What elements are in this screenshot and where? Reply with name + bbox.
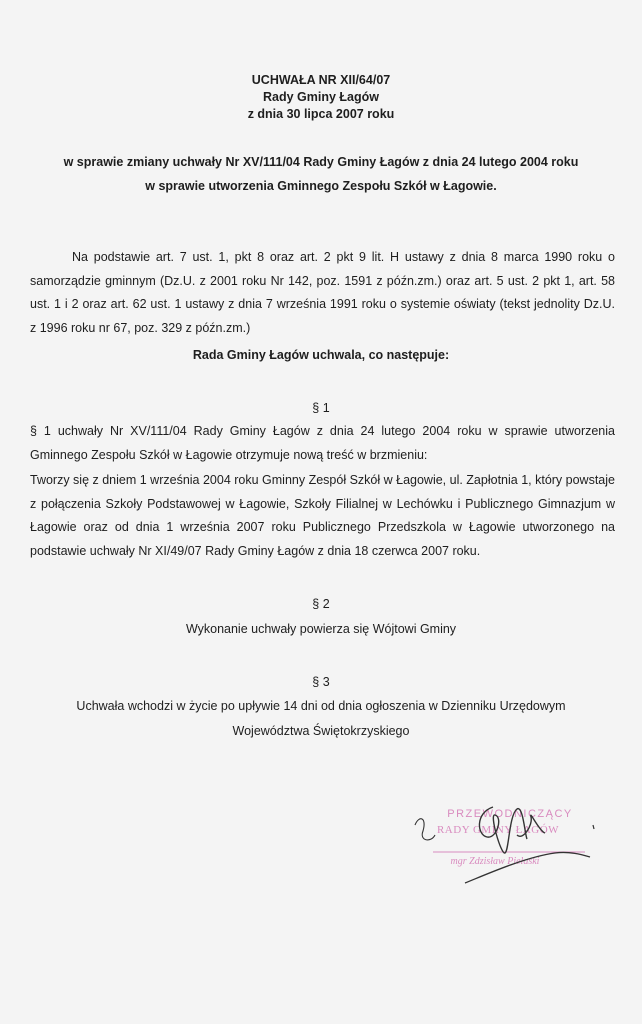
section-1-heading: § 1 [312, 401, 330, 415]
subject-line-2: w sprawie utworzenia Gminnego Zespołu Szkół w Łagowie. [145, 179, 497, 193]
svg-text:mgr Zdzisław Pielaski: mgr Zdzisław Pielaski [450, 856, 540, 867]
section-3-text-line-2: Województwa Świętokrzyskiego [232, 724, 410, 738]
svg-text:PRZEWODNICZĄCY: PRZEWODNICZĄCY [447, 808, 573, 820]
resolution-intro: Rada Gminy Łagów uchwala, co następuje: [192, 348, 450, 362]
resolution-number: UCHWAŁA NR XII/64/07 [251, 73, 391, 87]
svg-text:RADY GMINY ŁAGÓW: RADY GMINY ŁAGÓW [436, 824, 560, 836]
section-2-heading: § 2 [312, 597, 330, 611]
section-1-new-wording: Tworzy się z dniem 1 września 2004 roku Gminny Zespół Szkół w Łagowie, ul. Zapłotnia 1, który powstaje z połączenia Szkoły Podstawowej w Łagowie, Szkoły Filialnej w Lechówku i Publicznego Gimnazjum w Łagowie oraz od dnia 1 września 2007 roku Publicznego Przedszkola w Łagowie utworzonego na podstawie uchwały Nr XI/49/07 Rady Gminy Łagów z dnia 18 czerwca 2007 roku. [30, 473, 615, 558]
section-2-text: Wykonanie uchwały powierza się Wójtowi Gminy [185, 622, 457, 636]
section-3-heading: § 3 [312, 675, 330, 689]
subject-line-1: w sprawie zmiany uchwały Nr XV/111/04 Rady Gminy Łagów z dnia 24 lutego 2004 roku [63, 155, 579, 169]
chairman-stamp [405, 795, 605, 895]
council-name: Rady Gminy Łagów [263, 90, 379, 104]
section-3-text-line-1: Uchwała wchodzi w życie po upływie 14 dni od dnia ogłoszenia w Dzienniku Urzędowym [76, 699, 566, 713]
resolution-date: z dnia 30 lipca 2007 roku [247, 107, 395, 121]
section-1-text: § 1 uchwały Nr XV/111/04 Rady Gminy Łagów z dnia 24 lutego 2004 roku w sprawie utworzenia Gminnego Zespołu Szkół w Łagowie otrzymuje nową treść w brzmieniu: [30, 424, 615, 462]
resolution-subject [20, 150, 622, 198]
resolution-header [0, 72, 642, 123]
stamp-and-signature-graphic [405, 795, 605, 895]
legal-basis-paragraph: Na podstawie art. 7 ust. 1, pkt 8 oraz art. 2 pkt 9 lit. H ustawy z dnia 8 marca 1990 roku o samorządzie gminnym (Dz.U. z 2001 roku Nr 142, poz. 1591 z późn.zm.) oraz art. 5 ust. 2 pkt 1, art. 58 ust. 1 i 2 oraz art. 62 ust. 1 ustawy z dnia 7 września 1991 roku o systemie oświaty (tekst jednolity Dz.U. z 1996 roku nr 67, poz. 329 z późn.zm.) [30, 250, 615, 335]
